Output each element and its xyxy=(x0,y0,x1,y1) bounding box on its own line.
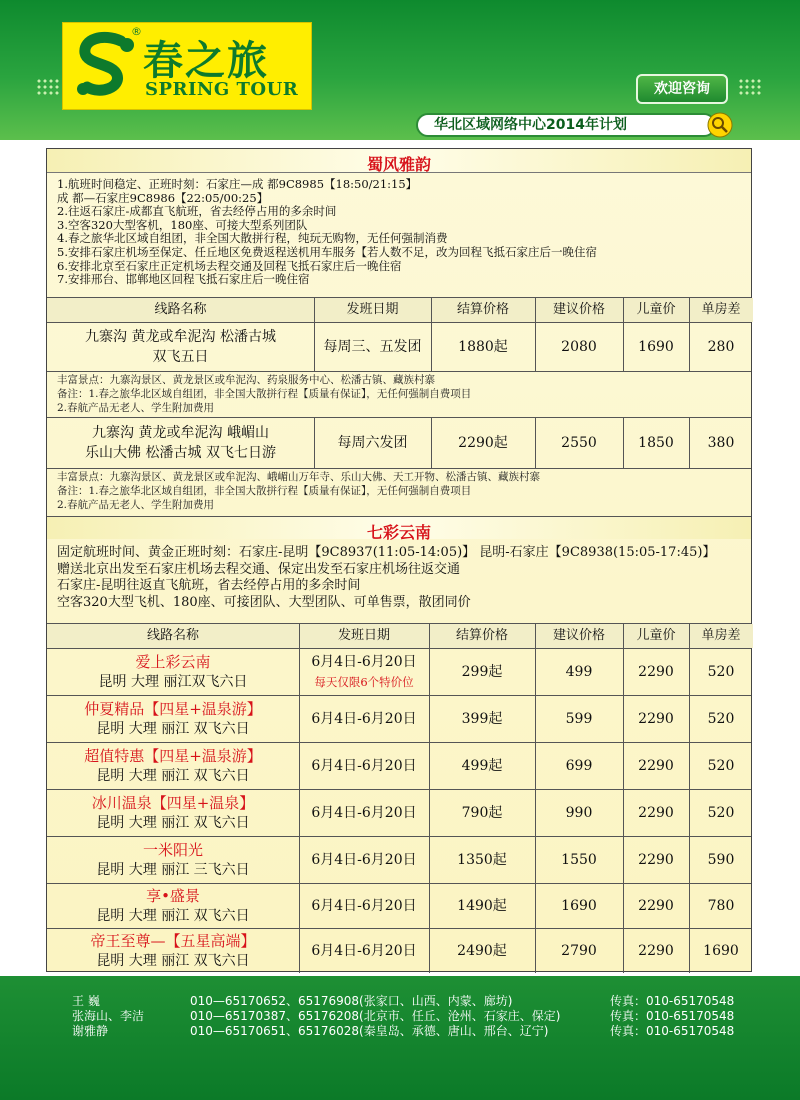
route-name: 一米阳光 xyxy=(142,841,203,859)
contact-name: 张海山、李洁 xyxy=(72,1009,145,1023)
table-cell-single: 380 xyxy=(707,435,735,451)
route-sub: 昆明 大理 丽江 双飞六日 xyxy=(96,908,250,924)
table-cell-suggest: 499 xyxy=(565,664,593,680)
route-name: 超值特惠【四星+温泉游】 xyxy=(84,747,262,765)
yunnan-title: 七彩云南 xyxy=(366,523,431,542)
table-cell-child: 2290 xyxy=(638,943,674,959)
table-cell-price: 399起 xyxy=(461,711,503,727)
magnifier-icon xyxy=(707,112,733,138)
table-cell-suggest: 2080 xyxy=(561,339,597,355)
contact-phone: 010—65170387、65176208(北京市、任丘、沧州、石家庄、保定) xyxy=(190,1009,561,1023)
table-cell-price: 299起 xyxy=(461,664,503,680)
note-line: 1.航班时间稳定、正班时刻：石家庄—成 都9C8985【18:50/21:15】 xyxy=(57,177,418,191)
route-sub: 昆明 大理 丽江 双飞六日 xyxy=(96,768,250,784)
spring-tour-logo-icon xyxy=(73,31,141,101)
route-line: 九寨沟 黄龙或牟泥沟 峨嵋山 xyxy=(92,425,269,441)
row-note: 备注：1.春之旅华北区域自组团，非全国大散拼行程【质量有保证】，无任何强制自费项目 xyxy=(57,388,472,400)
note-line: 3.空客320大型客机，180座、可接大型系列团队 xyxy=(57,217,308,232)
table-cell-suggest: 1690 xyxy=(561,898,597,914)
registered-mark: ® xyxy=(131,25,142,38)
table-cell-date: 6月4日-6月20日 xyxy=(311,758,417,774)
route-sub: 昆明 大理 丽江 双飞六日 xyxy=(96,721,250,737)
note-line: 固定航班时间、黄金正班时刻：石家庄-昆明【9C8937(11:05-14:05)】 昆明-石家庄【9C8938(15:05-17:45)】 xyxy=(57,545,716,560)
table-row-route xyxy=(47,884,299,928)
col-header-route: 线路名称 xyxy=(47,624,299,648)
note-line: 2.往返石家庄-成都直飞航班，省去经停占用的多余时间 xyxy=(57,204,337,219)
table-cell-child: 2290 xyxy=(638,758,674,774)
note-line: 6.安排北京至石家庄正定机场去程交通及回程飞抵石家庄后一晚住宿 xyxy=(57,258,402,273)
note-line: 赠送北京出发至石家庄机场去程交通、保定出发至石家庄机场往返交通 xyxy=(57,561,461,577)
contact-name: 谢雅静 xyxy=(72,1024,109,1038)
route-sub: 昆明 大理 丽江 三飞六日 xyxy=(96,862,250,878)
table-cell-date: 6月4日-6月20日 xyxy=(311,943,417,959)
route-name: 冰川温泉【四星+温泉】 xyxy=(91,794,255,812)
table-cell-child: 1850 xyxy=(638,435,674,451)
contact-fax: 传真：010-65170548 xyxy=(610,1024,735,1038)
table-cell-single: 280 xyxy=(707,339,735,355)
contact-name: 王 巍 xyxy=(72,994,100,1008)
col-header-date: 发班日期 xyxy=(314,298,431,322)
table-row-route xyxy=(47,929,299,973)
dot-pattern-right xyxy=(738,78,762,96)
row-note: 备注：1.春之旅华北区域自组团，非全国大散拼行程【质量有保证】，无任何强制自费项目 xyxy=(57,485,472,497)
table-row-route xyxy=(47,743,299,789)
table-cell-date: 每周三、五发团 xyxy=(323,339,422,355)
plan-title-bar: 华北区域网络中心2014年计划 xyxy=(416,113,716,137)
table-row-route xyxy=(47,649,299,695)
route-name: 仲夏精品【四星+温泉游】 xyxy=(84,700,262,718)
dot-pattern-left xyxy=(36,78,60,96)
col-header-child: 儿童价 xyxy=(623,298,689,322)
route-name: 帝王至尊—【五星高端】 xyxy=(90,932,256,950)
table-cell-price: 2490起 xyxy=(457,943,507,959)
table-cell-price: 499起 xyxy=(461,758,503,774)
route-line: 双飞五日 xyxy=(152,349,209,365)
col-header-suggest: 建议价格 xyxy=(535,624,623,648)
table-cell-date: 6月4日-6月20日 xyxy=(311,805,417,821)
table-cell-suggest: 990 xyxy=(565,805,593,821)
note-line: 4.春之旅华北区域自组团，非全国大散拼行程，纯玩无购物，无任何强制消费 xyxy=(57,231,448,246)
sichuan-title: 蜀风雅韵 xyxy=(366,155,431,174)
table-cell-single: 590 xyxy=(707,852,735,868)
row-note: 丰富景点：九寨沟景区、黄龙景区或牟泥沟、峨嵋山万年寺、乐山大佛、天工开物、松潘古镇、藏族村寨 xyxy=(57,471,540,483)
route-name: 爱上彩云南 xyxy=(135,653,211,671)
welcome-consult-tab[interactable]: 欢迎咨询 xyxy=(636,74,728,104)
table-row-route xyxy=(47,790,299,836)
contact-phone: 010—65170652、65176908(张家口、山西、内蒙、廊坊) xyxy=(190,994,513,1008)
table-cell-suggest: 699 xyxy=(565,758,593,774)
contact-phone: 010—65170651、65176028(秦皇岛、承德、唐山、邢台、辽宁) xyxy=(190,1024,549,1038)
col-header-suggest: 建议价格 xyxy=(535,298,623,322)
row-note: 丰富景点：九寨沟景区、黄龙景区或牟泥沟、药泉服务中心、松潘古镇、藏族村寨 xyxy=(57,374,435,386)
brand-name-en: SPRING TOUR xyxy=(145,79,299,100)
table-cell-date: 每周六发团 xyxy=(337,435,408,451)
brand-name-cn: 春之旅 xyxy=(143,38,269,84)
table-cell-single: 520 xyxy=(707,758,735,774)
table-cell-child: 1690 xyxy=(638,339,674,355)
table-row-route xyxy=(47,323,314,371)
contact-row xyxy=(0,1022,800,1038)
route-sub: 昆明 大理 丽江双飞六日 xyxy=(98,674,248,690)
contact-fax: 传真：010-65170548 xyxy=(610,1009,735,1023)
main-content xyxy=(46,148,752,972)
table-row-route xyxy=(47,837,299,883)
note-line: 石家庄-昆明往返直飞航班，省去经停占用的多余时间 xyxy=(57,578,361,594)
table-cell-date: 6月4日-6月20日 xyxy=(311,898,417,914)
table-cell-child: 2290 xyxy=(638,711,674,727)
table-cell-suggest: 1550 xyxy=(561,852,597,868)
table-cell-date: 6月4日-6月20日 xyxy=(311,711,417,727)
table-row-route xyxy=(47,696,299,742)
contact-fax: 传真：010-65170548 xyxy=(610,994,735,1008)
table-cell-single: 520 xyxy=(707,664,735,680)
table-row-route xyxy=(47,418,314,468)
route-line: 乐山大佛 松潘古城 双飞七日游 xyxy=(85,445,276,461)
contact-row xyxy=(0,1007,800,1023)
table-cell-single: 520 xyxy=(707,711,735,727)
table-cell-date: 6月4日-6月20日 xyxy=(311,852,417,868)
table-cell-suggest: 599 xyxy=(565,711,593,727)
table-cell-single: 520 xyxy=(707,805,735,821)
col-header-single: 单房差 xyxy=(689,624,753,648)
col-header-single: 单房差 xyxy=(689,298,753,322)
table-cell-price: 2290起 xyxy=(458,435,508,451)
col-header-route: 线路名称 xyxy=(47,298,314,322)
note-line: 5.安排石家庄机场至保定、任丘地区免费返程送机用车服务【若人数不足，改为回程飞抵石家庄后一晚住宿 xyxy=(57,245,597,259)
table-cell-price: 1350起 xyxy=(457,852,507,868)
route-sub: 昆明 大理 丽江 双飞六日 xyxy=(96,953,250,969)
table-cell-child: 2290 xyxy=(638,805,674,821)
table-cell-price: 790起 xyxy=(461,805,503,821)
contact-row xyxy=(0,992,800,1008)
table-cell-child: 2290 xyxy=(638,664,674,680)
table-cell-suggest: 2790 xyxy=(561,943,597,959)
table-cell-price: 1490起 xyxy=(457,898,507,914)
row-note: 2.春航产品无老人、学生附加费用 xyxy=(57,499,215,511)
note-line: 成 都—石家庄9C8986【22:05/00:25】 xyxy=(57,190,269,205)
col-header-date: 发班日期 xyxy=(299,624,429,648)
route-sub: 昆明 大理 丽江 双飞六日 xyxy=(96,815,250,831)
route-line: 九寨沟 黄龙或牟泥沟 松潘古城 xyxy=(85,329,276,345)
route-name: 享•盛景 xyxy=(146,887,200,905)
table-cell-child: 2290 xyxy=(638,852,674,868)
note-line: 空客320大型飞机、180座、可接团队、大型团队、可单售票，散团同价 xyxy=(57,594,471,610)
col-header-child: 儿童价 xyxy=(623,624,689,648)
table-cell-price: 1880起 xyxy=(458,339,508,355)
col-header-price: 结算价格 xyxy=(431,298,535,322)
table-cell-single: 1690 xyxy=(703,943,739,959)
date-note: 每天仅限6个特价位 xyxy=(314,675,414,689)
table-cell-child: 2290 xyxy=(638,898,674,914)
date-range: 6月4日-6月20日 xyxy=(311,654,417,670)
note-line: 7.安排邢台、邯郸地区回程飞抵石家庄后一晚住宿 xyxy=(57,272,310,287)
header xyxy=(0,0,800,140)
footer-contacts xyxy=(0,976,800,1100)
table-cell-date xyxy=(299,649,429,695)
table-cell-suggest: 2550 xyxy=(561,435,597,451)
table-cell-single: 780 xyxy=(707,898,735,914)
col-header-price: 结算价格 xyxy=(429,624,535,648)
brand-logo xyxy=(62,22,312,110)
row-note: 2.春航产品无老人、学生附加费用 xyxy=(57,402,215,414)
